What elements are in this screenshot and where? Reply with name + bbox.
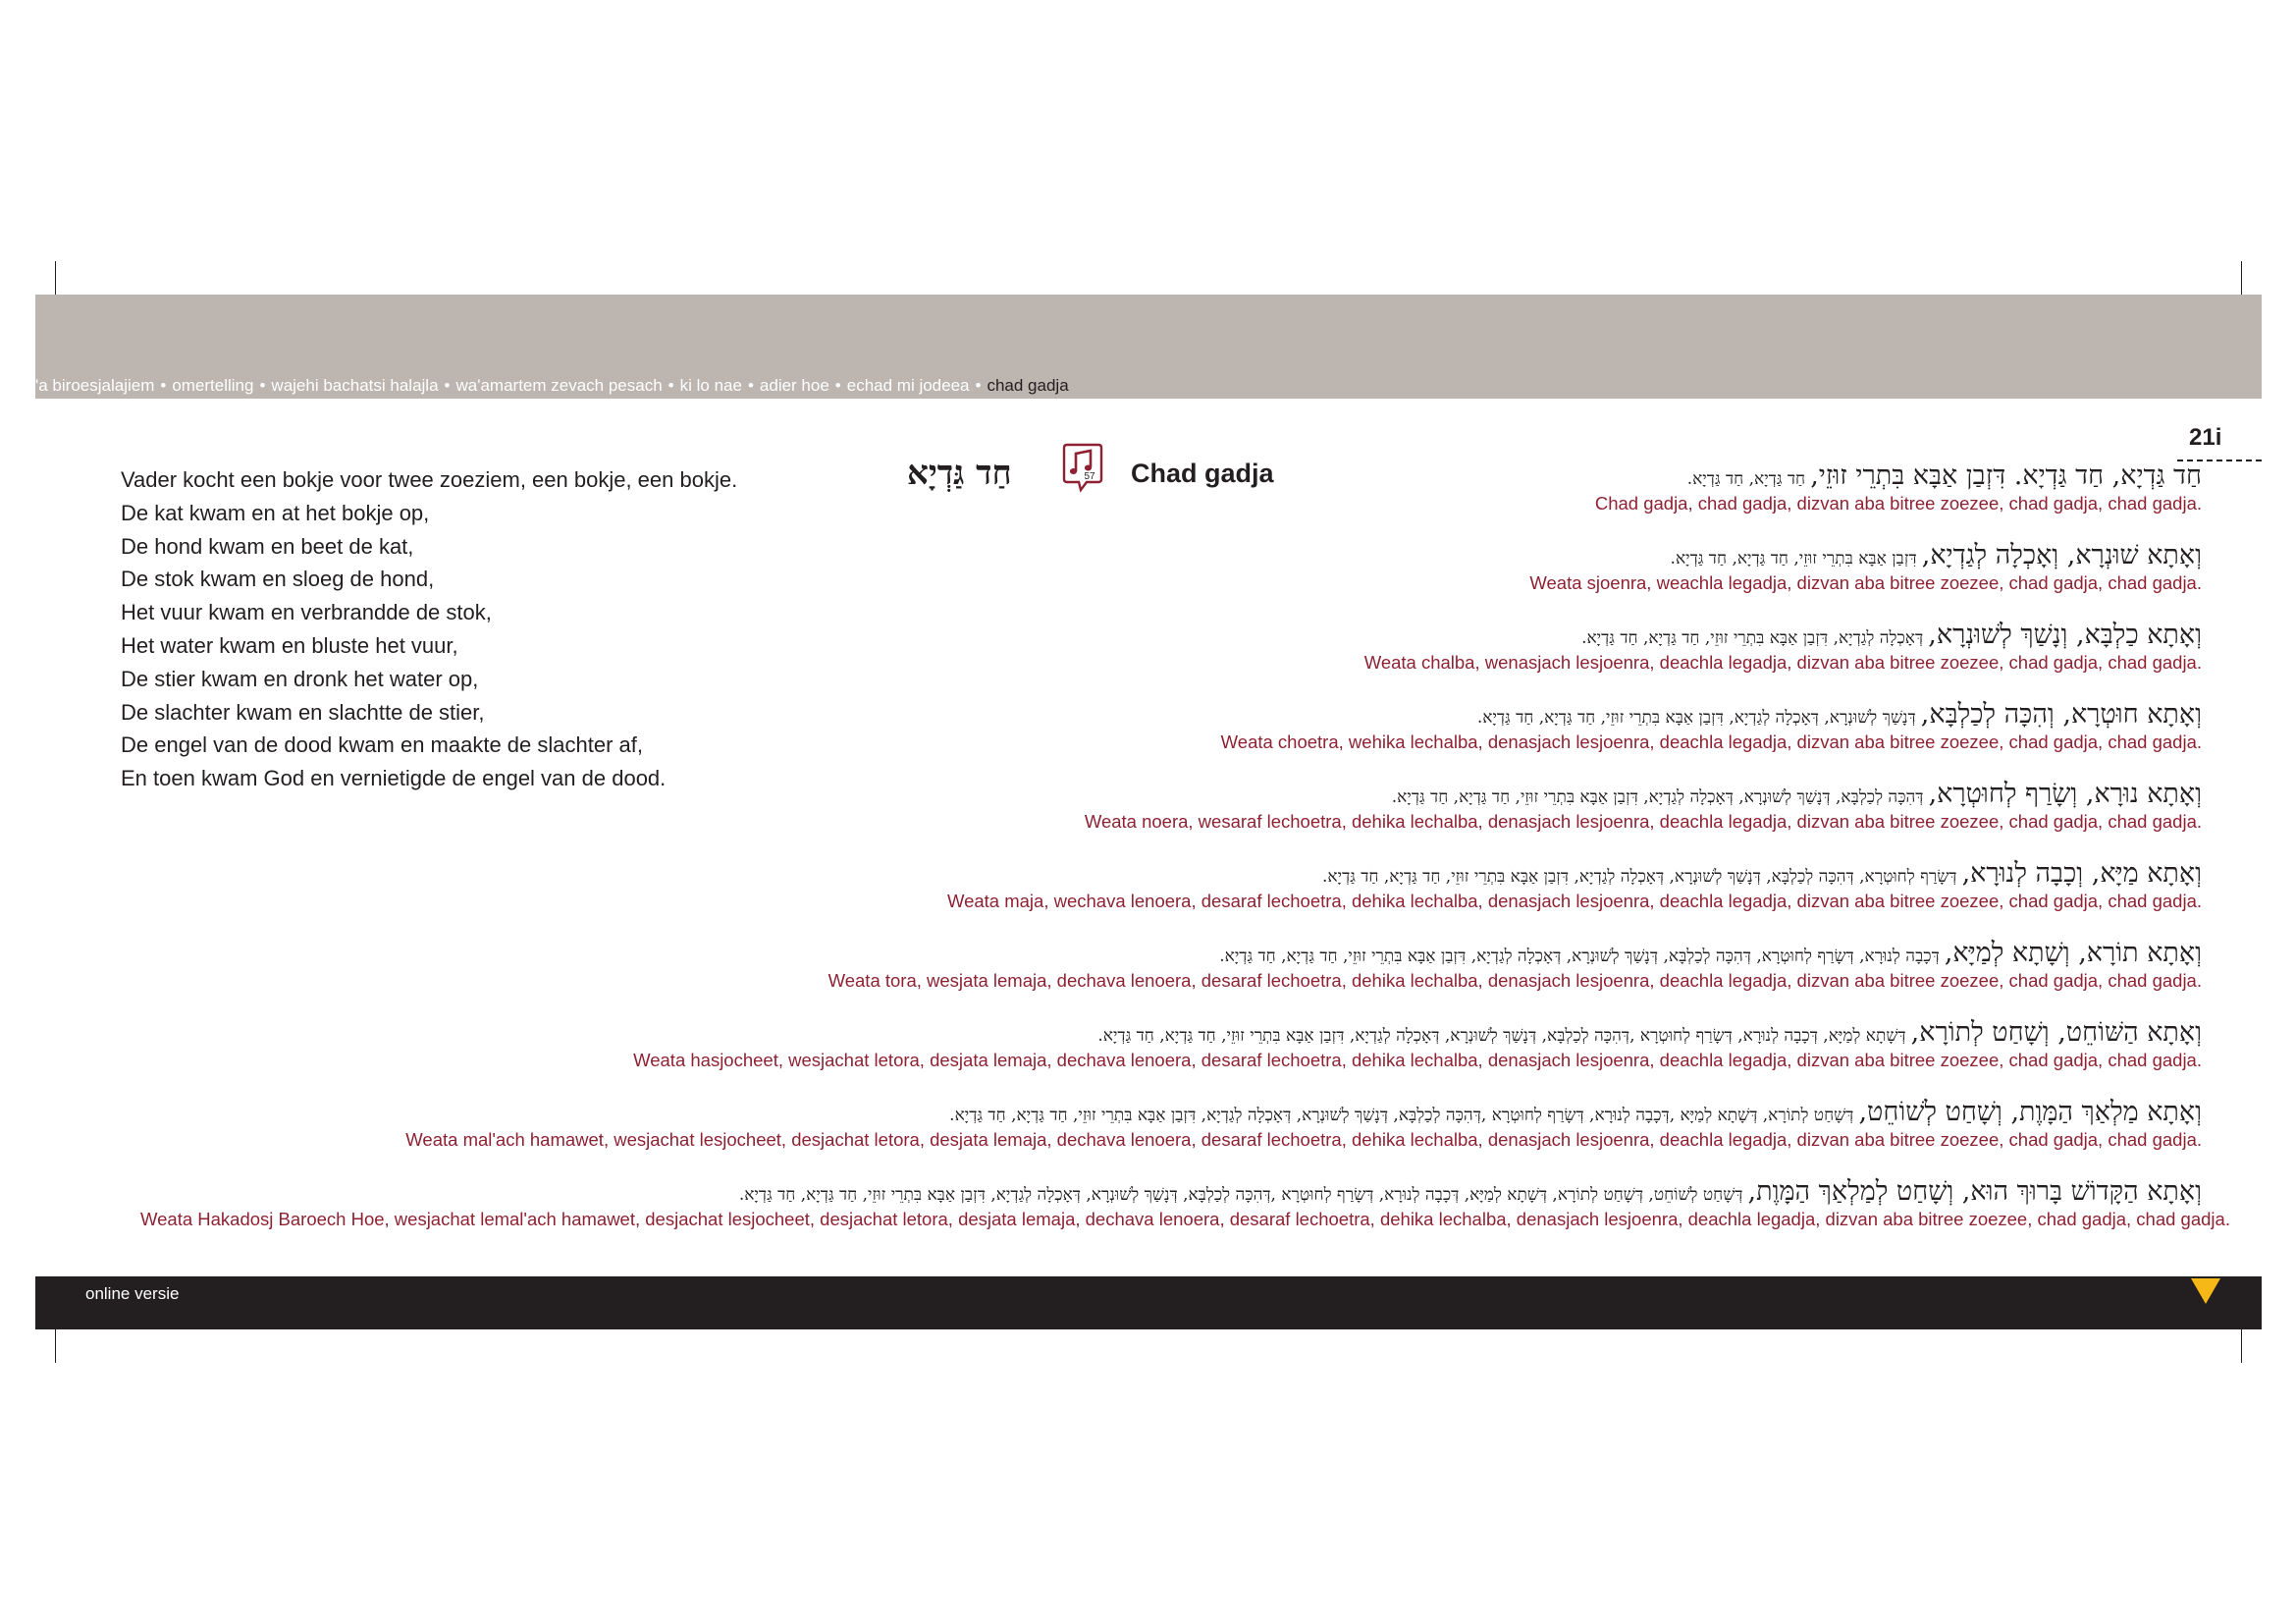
- verse-hebrew-lead: וְאָתָא כַלְבָּא, וְנָשַׁךְ לְשׁוּנְרָא,: [1928, 620, 2202, 650]
- breadcrumb-separator: •: [444, 376, 451, 395]
- verse-hebrew: [140, 460, 2202, 493]
- breadcrumb-separator: •: [259, 376, 266, 395]
- footer-band: [35, 1276, 2262, 1329]
- dutch-line: De kat kwam en at het bokje op,: [121, 500, 430, 525]
- verse-hebrew-lead: וְאָתָא תוֹרָא, וְשָׁתָא לְמַיָּא,: [1944, 938, 2202, 968]
- verse: [140, 619, 2202, 698]
- verse: [140, 698, 2202, 778]
- breadcrumb-item[interactable]: wajehi bachatsi halajla: [271, 376, 439, 395]
- verse-hebrew-rest: דְּנָשַׁךְ לְשׁוּנְרָא, דְּאָכְלָה לְגַדְיָא, דִּזְבַן אַבָּא בִּתְרֵי זוּזֵי, חַד גַּדְיָא, חַד גַּדְיָא.: [1476, 708, 1916, 728]
- dutch-line: Vader kocht een bokje voor twee zoeziem, een bokje, een bokje.: [121, 467, 738, 492]
- breadcrumb-separator: •: [834, 376, 841, 395]
- verse-hebrew: [140, 619, 2202, 652]
- verse-hebrew-rest: דְּשָׁתָא לְמַיָּא, דְּכָבָה לְנוּרָא, דְּשָׂרַף לְחוּטְרָא ,דְּהִכָּה לְכַלְבָּא, דְּנָשַׁךְ לְשׁוּנְרָא, דְּאָכְלָה לְגַדְיָא, דִּזְבַן אַבָּא בִּתְרֵי זוּזֵי, חַד גַּדְיָא, חַד גַּדְיָא.: [1097, 1026, 1906, 1046]
- verse-hebrew-rest: דִּזְבַן אַבָּא בִּתְרֵי זוּזֵי, חַד גַּדְיָא, חַד גַּדְיָא.: [1670, 549, 1917, 568]
- title-dutch: Chad gadja: [1131, 459, 1274, 488]
- verse-hebrew: [140, 937, 2202, 970]
- dutch-line: De stok kwam en sloeg de hond,: [121, 567, 435, 592]
- verse-transliteration: Weata choetra, wehika lechalba, denasjach lesjoenra, deachla legadja, dizvan aba bitree zoezee, chad gadja, chad gadja.: [1220, 731, 2202, 752]
- verse-hebrew-rest: דְּשָׂרַף לְחוּטְרָא, דְּהִכָּה לְכַלְבָּא, דְּנָשַׁךְ לְשׁוּנְרָא, דְּאָכְלָה לְגַדְיָא, דִּזְבַן אַבָּא בִּתְרֵי זוּזֵי, חַד גַּדְיָא, חַד גַּדְיָא.: [1322, 867, 1957, 887]
- breadcrumb-item[interactable]: 'a biroesjalajiem: [35, 376, 155, 395]
- breadcrumb-separator: •: [747, 376, 754, 395]
- song-number: 57: [1084, 471, 1095, 482]
- verse-hebrew-rest: דְּשָׁחַט לְשׁוֹחֵט, דְּשָׁחַט לְתוֹרָא, דְּשָׁתָא לְמַיָּא, דְּכָבָה לְנוּרָא, דְּשָׂרַף לְחוּטְרָא ,דְּהִכָּה לְכַלְבָּא, דְּנָשַׁךְ לְשׁוּנְרָא, דְּאָכְלָה לְגַדְיָא, דִּזְבַן אַבָּא בִּתְרֵי זוּזֵי, חַד גַּדְיָא, חַד גַּדְיָא.: [738, 1185, 1743, 1205]
- verse: [140, 539, 2202, 619]
- verse: [140, 857, 2202, 937]
- verse-transliteration: Chad gadja, chad gadja, dizvan aba bitree zoezee, chad gadja, chad gadja.: [1594, 493, 2202, 514]
- verse: [140, 778, 2202, 857]
- breadcrumb-separator: •: [667, 376, 674, 395]
- verse: [140, 937, 2202, 1016]
- verse-hebrew-rest: חַד גַּדְיָא, חַד גַּדְיָא.: [1686, 469, 1806, 489]
- verse: [140, 1096, 2202, 1175]
- verse-transliteration: Weata chalba, wenasjach lesjoenra, deachla legadja, dizvan aba bitree zoezee, chad gadja, chad gadja.: [1363, 652, 2202, 673]
- verse-hebrew: [140, 539, 2202, 572]
- breadcrumb-current: chad gadja: [987, 376, 1069, 395]
- verse: [140, 1175, 2230, 1255]
- verse-hebrew-lead: וְאָתָא נוּרָא, וְשָׂרַף לְחוּטְרָא,: [1928, 779, 2202, 809]
- verse-transliteration: Weata tora, wesjata lemaja, dechava lenoera, desaraf lechoetra, dehika lechalba, denasjach lesjoenra, deachla legadja, dizvan aba bitree zoezee, chad gadja, chad gadja.: [828, 970, 2202, 991]
- triangle-marker-icon: [2191, 1278, 2220, 1304]
- verse-hebrew-rest: דְּכָבָה לְנוּרָא, דְּשָׂרַף לְחוּטְרָא, דְּהִכָּה לְכַלְבָּא, דְּנָשַׁךְ לְשׁוּנְרָא, דְּאָכְלָה לְגַדְיָא, דִּזְבַן אַבָּא בִּתְרֵי זוּזֵי, חַד גַּדְיָא, חַד גַּדְיָא.: [1219, 947, 1940, 966]
- verse-hebrew-rest: דְּהִכָּה לְכַלְבָּא, דְּנָשַׁךְ לְשׁוּנְרָא, דְּאָכְלָה לְגַדְיָא, דִּזְבַן אַבָּא בִּתְרֵי זוּזֵי, חַד גַּדְיָא, חַד גַּדְיָא.: [1391, 787, 1924, 807]
- verse-hebrew-lead: חַד גַּדְיָא, חַד גַּדְיָא. דִּזְבַן אַבָּא בִּתְרֵי זוּזֵי,: [1810, 460, 2202, 491]
- verse-transliteration: Weata hasjocheet, wesjachat letora, desjata lemaja, dechava lenoera, desaraf lechoetra, dehika lechalba, denasjach lesjoenra, deachla legadja, dizvan aba bitree zoezee, chad gadja, chad gadja.: [633, 1050, 2202, 1070]
- dutch-line: En toen kwam God en vernietigde de engel van de dood.: [121, 766, 667, 791]
- verse-transliteration: Weata maja, wechava lenoera, desaraf lechoetra, dehika lechalba, denasjach lesjoenra, deachla legadja, dizvan aba bitree zoezee, chad gadja, chad gadja.: [946, 891, 2202, 911]
- verse-hebrew: [140, 698, 2202, 731]
- title-hebrew: חַד גַּדְיָא: [907, 454, 1012, 493]
- page-number: 21i: [2189, 424, 2222, 451]
- verse-hebrew: [140, 778, 2202, 811]
- breadcrumb: [35, 375, 2262, 397]
- verse-hebrew: [140, 1175, 2202, 1209]
- verse-hebrew-rest: דְּאָכְלָה לְגַדְיָא, דִּזְבַן אַבָּא בִּתְרֵי זוּזֵי, חַד גַּדְיָא, חַד גַּדְיָא.: [1581, 628, 1924, 648]
- dutch-line: Het vuur kwam en verbrandde de stok,: [121, 600, 492, 625]
- verse-transliteration: Weata sjoenra, weachla legadja, dizvan aba bitree zoezee, chad gadja, chad gadja.: [1529, 572, 2202, 593]
- breadcrumb-separator: •: [160, 376, 167, 395]
- verse-hebrew-lead: וְאָתָא הַשּׁוֹחֵט, וְשָׁחַט לְתוֹרָא,: [1910, 1017, 2202, 1048]
- dutch-line: De engel van de dood kwam en maakte de slachter af,: [121, 732, 643, 758]
- verse-transliteration: Weata noera, wesaraf lechoetra, dehika lechalba, denasjach lesjoenra, deachla legadja, dizvan aba bitree zoezee, chad gadja, chad gadja.: [1084, 811, 2202, 832]
- breadcrumb-item[interactable]: adier hoe: [759, 376, 829, 395]
- verse-hebrew-rest: דְּשָׁחַט לְתוֹרָא, דְּשָׁתָא לְמַיָּא ,דְּכָבָה לְנוּרָא, דְּשָׂרַף לְחוּטְרָא ,דְּהִכָּה לְכַלְבָּא, דְּנָשַׁךְ לְשׁוּנְרָא, דְּאָכְלָה לְגַדְיָא, דִּזְבַן אַבָּא בִּתְרֵי זוּזֵי, חַד גַּדְיָא, חַד גַּדְיָא.: [949, 1106, 1854, 1125]
- breadcrumb-item[interactable]: wa'amartem zevach pesach: [455, 376, 663, 395]
- breadcrumb-item[interactable]: echad mi jodeea: [846, 376, 970, 395]
- verse: [140, 1016, 2202, 1096]
- verse-hebrew-lead: וְאָתָא מַיָּא, וְכָבָה לְנוּרָא,: [1961, 858, 2202, 889]
- verse-hebrew-lead: וְאָתָא חוּטְרָא, וְהִכָּה לְכַלְבָּא,: [1920, 699, 2202, 730]
- dutch-line: Het water kwam en bluste het vuur,: [121, 632, 458, 658]
- verse-hebrew: [140, 1096, 2202, 1129]
- verse: [140, 460, 2202, 539]
- dutch-line: De hond kwam en beet de kat,: [121, 533, 414, 559]
- verse-hebrew: [140, 1016, 2202, 1050]
- dutch-line: De slachter kwam en slachtte de stier,: [121, 699, 485, 725]
- verse-hebrew-lead: וְאָתָא מַלְאַךְ הַמָּוֶת, וְשָׁחַט לְשׁוֹחֵט,: [1858, 1097, 2202, 1127]
- breadcrumb-separator: •: [975, 376, 982, 395]
- verse-transliteration: Weata mal'ach hamawet, wesjachat lesjocheet, desjachat letora, desjata lemaja, dechava lenoera, desaraf lechoetra, dehika lechalba, denasjach lesjoenra, deachla legadja, dizvan aba bitree zoezee, chad gadja, chad gadja.: [405, 1129, 2202, 1150]
- verse-transliteration: Weata Hakadosj Baroech Hoe, wesjachat lemal'ach hamawet, desjachat lesjocheet, desjachat letora, desjata lemaja, dechava lenoera, desaraf lechoetra, dehika lechalba, denasjach lesjoenra, deachla legadja, dizvan aba bitree zoezee, chad gadja, chad gadja.: [140, 1209, 2230, 1229]
- breadcrumb-item[interactable]: ki lo nae: [679, 376, 742, 395]
- dutch-line: De stier kwam en dronk het water op,: [121, 666, 479, 691]
- verse-hebrew-lead: וְאָתָא שׁוּנְרָא, וְאָכְלָה לְגַדְיָא,: [1921, 540, 2202, 570]
- online-version-link[interactable]: online versie: [85, 1284, 180, 1303]
- breadcrumb-item[interactable]: omertelling: [172, 376, 254, 395]
- verse-hebrew-lead: וְאָתָא הַקָּדוֹשׁ בָּרוּךְ הוּא, וְשָׁחַט לְמַלְאַךְ הַמָּוֶת,: [1747, 1176, 2202, 1207]
- verses: [140, 460, 2230, 1255]
- verse-hebrew: [140, 857, 2202, 891]
